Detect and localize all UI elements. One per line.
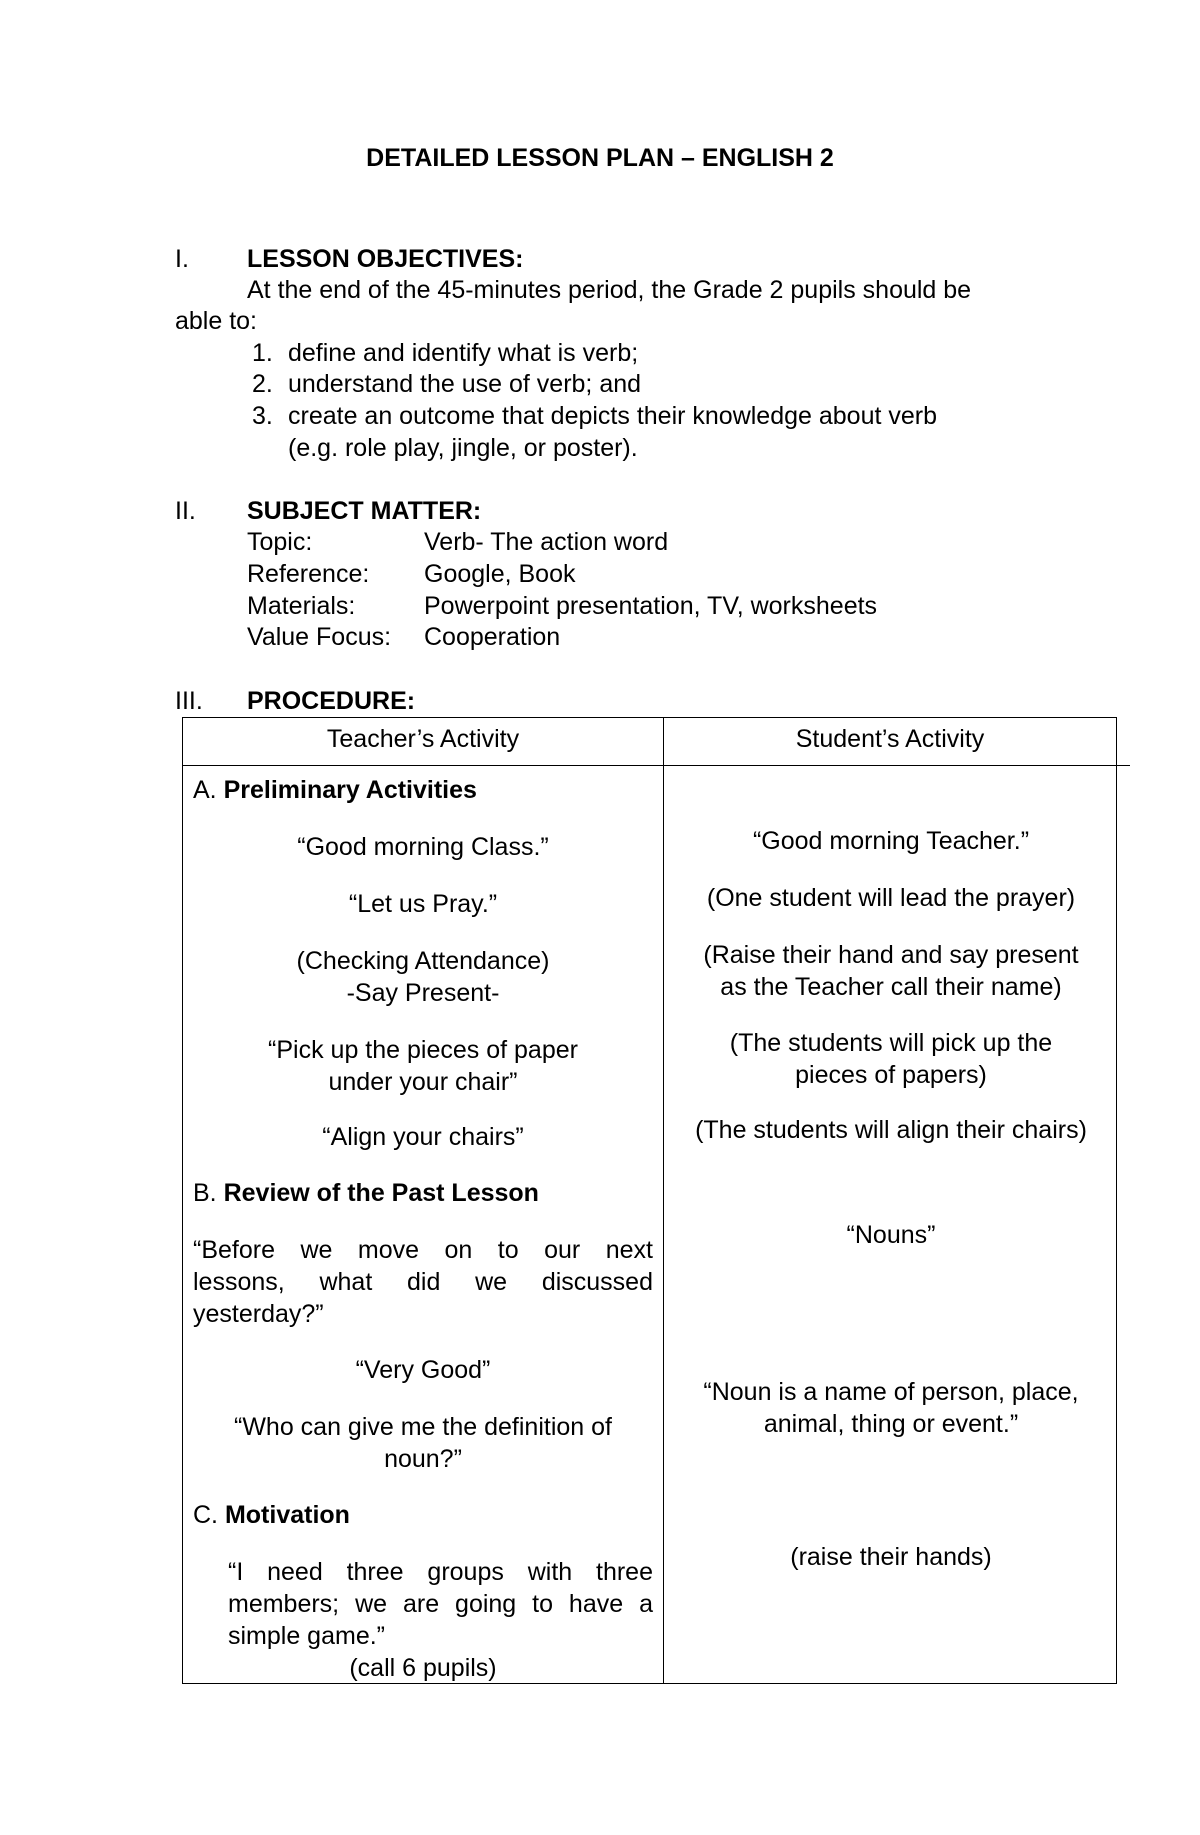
student-line: [671, 939, 1111, 1003]
subject-value: Verb- The action word: [424, 528, 669, 556]
section-letter: B.: [193, 1179, 217, 1207]
subject-label: Topic:: [247, 528, 313, 556]
teacher-line-part: “Who can give me the definition of: [234, 1413, 612, 1441]
teacher-line: [193, 1234, 653, 1330]
column-divider: [663, 718, 664, 1683]
section-heading-motivation: [193, 1499, 653, 1531]
student-line-part: “Noun is a name of person, place,: [703, 1378, 1079, 1406]
student-line: (The students will align their chairs): [695, 1116, 1087, 1144]
section-heading-review: [193, 1177, 653, 1209]
objectives-numeral: I.: [175, 245, 189, 273]
subject-value: Cooperation: [424, 623, 561, 651]
objective-number: 3.: [252, 402, 273, 430]
teacher-line-part: members; we are going to have a: [228, 1590, 653, 1618]
student-line-part: pieces of papers): [795, 1061, 987, 1089]
teacher-line: [228, 1556, 653, 1652]
section-letter: A.: [193, 776, 217, 804]
teacher-line-part: -Say Present-: [346, 979, 500, 1007]
teacher-line: “Good morning Class.”: [297, 833, 549, 861]
page-title: DETAILED LESSON PLAN – ENGLISH 2: [366, 144, 834, 172]
teacher-line: [193, 1411, 653, 1475]
student-line: (One student will lead the prayer): [706, 884, 1076, 912]
teacher-line-part: noun?”: [384, 1445, 462, 1473]
teacher-line-part: “Pick up the pieces of paper: [268, 1036, 578, 1064]
teacher-line-part: “I need three groups with three: [228, 1558, 653, 1586]
student-line-part: (The students will pick up the: [729, 1029, 1053, 1057]
teacher-line: [193, 1034, 653, 1098]
teacher-line-part: “Before we move on to our next: [193, 1236, 653, 1264]
column-header-student: Student’s Activity: [795, 725, 985, 753]
subject-label: Materials:: [247, 592, 356, 620]
student-line: [671, 1376, 1111, 1440]
teacher-line-part: yesterday?”: [193, 1300, 324, 1328]
student-line: (raise their hands): [790, 1543, 992, 1571]
procedure-heading: PROCEDURE:: [247, 687, 416, 715]
section-title: Preliminary Activities: [223, 776, 477, 804]
objective-text-continued: (e.g. role play, jingle, or poster).: [288, 434, 638, 462]
objectives-intro-line-2: able to:: [175, 307, 258, 335]
header-divider: [183, 765, 1130, 766]
teacher-line: [193, 945, 653, 1009]
objective-number: 2.: [252, 370, 273, 398]
student-line-part: animal, thing or event.”: [763, 1410, 1019, 1438]
subject-label: Reference:: [247, 560, 370, 588]
teacher-line: (call 6 pupils): [349, 1654, 497, 1682]
student-line: “Good morning Teacher.”: [752, 827, 1030, 855]
objective-text: create an outcome that depicts their knowledge about verb: [288, 402, 938, 430]
subject-value: Powerpoint presentation, TV, worksheets: [424, 592, 878, 620]
teacher-line: “Align your chairs”: [322, 1123, 524, 1151]
section-heading-preliminary: [193, 774, 653, 806]
teacher-line-part: under your chair”: [328, 1068, 518, 1096]
teacher-line-part: lessons, what did we discussed: [193, 1268, 653, 1296]
subject-heading: SUBJECT MATTER:: [247, 497, 482, 525]
student-line-part: as the Teacher call their name): [720, 973, 1062, 1001]
column-header-teacher: Teacher’s Activity: [326, 725, 520, 753]
objective-text: understand the use of verb; and: [288, 370, 642, 398]
student-line: [671, 1027, 1111, 1091]
teacher-line-part: (Checking Attendance): [296, 947, 550, 975]
teacher-line-part: simple game.”: [228, 1622, 385, 1650]
objective-text: define and identify what is verb;: [288, 339, 639, 367]
subject-numeral: II.: [175, 497, 196, 525]
student-line: “Nouns”: [846, 1221, 936, 1249]
procedure-numeral: III.: [175, 687, 203, 715]
section-title: Review of the Past Lesson: [223, 1179, 539, 1207]
student-line-part: (Raise their hand and say present: [703, 941, 1079, 969]
objectives-heading: LESSON OBJECTIVES:: [247, 245, 524, 273]
subject-label: Value Focus:: [247, 623, 392, 651]
subject-value: Google, Book: [424, 560, 576, 588]
objective-number: 1.: [252, 339, 273, 367]
section-letter: C.: [193, 1501, 218, 1529]
teacher-line: “Very Good”: [355, 1356, 491, 1384]
procedure-table: [182, 717, 1117, 1684]
objectives-intro-line-1: At the end of the 45-minutes period, the Grade 2 pupils should be: [247, 276, 972, 304]
section-title: Motivation: [224, 1501, 350, 1529]
teacher-line: “Let us Pray.”: [348, 890, 498, 918]
